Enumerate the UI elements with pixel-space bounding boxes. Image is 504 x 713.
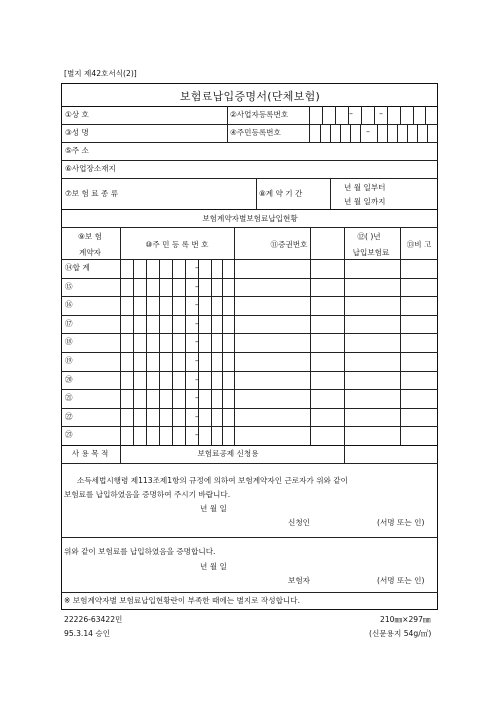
certify-text: 위와 같이 보험료를 납입하였음을 증명합니다. — [64, 547, 216, 556]
row-number-label: ㉑ — [65, 393, 73, 402]
row-divider — [61, 371, 438, 372]
workplace-address-label: ⑥사업장소재지 — [65, 164, 116, 173]
digit-box — [222, 333, 223, 352]
digit-box — [211, 408, 212, 427]
row-divider — [61, 315, 438, 316]
digit-box — [222, 296, 223, 315]
digit-box — [211, 278, 212, 297]
insurer-label: 보험자 — [288, 576, 311, 585]
digit-box — [185, 333, 186, 352]
digit-box — [350, 124, 351, 142]
digit-box — [133, 371, 134, 390]
digit-box — [417, 124, 418, 142]
column-divider — [330, 178, 331, 209]
digit-box — [222, 408, 223, 427]
row-number-label: ㉒ — [65, 412, 73, 421]
digit-box — [211, 296, 212, 315]
row-divider — [61, 178, 438, 179]
row-divider — [61, 389, 438, 390]
resident-dash: – — [195, 430, 199, 439]
digit-box — [377, 124, 378, 142]
business-reg-no-label: ②사업자등록번호 — [230, 110, 289, 119]
period-to: 년 월 일까지 — [344, 197, 386, 206]
purpose-label: 사 용 목 적 — [71, 449, 109, 458]
digit-box — [374, 106, 375, 124]
row-divider — [61, 445, 438, 446]
digit-box — [159, 296, 160, 315]
digit-box — [222, 371, 223, 390]
insurance-type-label: ⑦보 험 료 종 류 — [65, 189, 119, 198]
row-divider — [61, 209, 438, 210]
resident-dash: – — [195, 412, 199, 421]
insured-header: 계약자 — [78, 248, 102, 257]
reg-dash: – — [349, 109, 353, 118]
request-text: 보험료를 납입하였음을 증명하여 주시기 바랍니다. — [64, 490, 231, 499]
digit-box — [133, 333, 134, 352]
certify-date: 년 월 일 — [200, 562, 227, 571]
resident-dash: – — [195, 393, 199, 402]
resident-reg-no-label: ④주민등록번호 — [230, 128, 281, 137]
paper-type: (신문용지 54g/㎡) — [369, 629, 432, 638]
applicant-label: 신청인 — [288, 518, 311, 527]
row-divider — [61, 227, 438, 228]
column-divider — [309, 106, 310, 142]
digit-box — [146, 389, 147, 408]
contract-period-label: ⑧계 약 기 간 — [259, 189, 303, 198]
row-number-label: ⑭합 계 — [65, 263, 90, 272]
digit-box — [133, 296, 134, 315]
digit-box — [172, 389, 173, 408]
digit-box — [146, 259, 147, 278]
row-divider — [61, 278, 438, 279]
digit-box — [211, 333, 212, 352]
digit-box — [146, 333, 147, 352]
remarks-header: ⑬비 고 — [406, 240, 432, 249]
section-title: 보험계약자별보험료납입현황 — [202, 214, 298, 223]
digit-box — [185, 296, 186, 315]
digit-box — [211, 315, 212, 334]
digit-box — [172, 426, 173, 445]
name-label: ③성 명 — [65, 128, 89, 137]
row-number-label: ⑳ — [65, 375, 73, 384]
digit-box — [172, 296, 173, 315]
resident-dash: – — [195, 319, 199, 328]
row-divider — [61, 463, 438, 464]
insured-header: ⑨보 험 — [78, 232, 102, 241]
digit-box — [222, 426, 223, 445]
digit-box — [172, 259, 173, 278]
digit-box — [185, 352, 186, 371]
column-divider — [256, 178, 257, 209]
row-divider — [61, 352, 438, 353]
digit-box — [146, 352, 147, 371]
column-divider — [120, 445, 121, 463]
policy-no-header: ⑪증권번호 — [270, 240, 308, 249]
digit-box — [133, 408, 134, 427]
resident-dash: – — [195, 356, 199, 365]
digit-box — [146, 371, 147, 390]
row-number-label: ⑱ — [65, 337, 73, 346]
paper-size: 210㎜×297㎜ — [380, 615, 431, 624]
row-number-label: ⑮ — [65, 282, 73, 291]
digit-box — [320, 124, 321, 142]
digit-box — [159, 371, 160, 390]
digit-box — [185, 408, 186, 427]
digit-box — [211, 371, 212, 390]
row-number-label: ⑲ — [65, 356, 73, 365]
row-divider — [61, 592, 438, 593]
form-code: 22226-63422민 — [64, 615, 123, 624]
digit-box — [133, 389, 134, 408]
address-label: ⑤주 소 — [65, 146, 89, 155]
form-title: 보험료납입증명서(단체보험) — [179, 90, 321, 103]
digit-box — [172, 352, 173, 371]
digit-box — [146, 296, 147, 315]
digit-box — [146, 408, 147, 427]
row-divider — [61, 296, 438, 297]
digit-box — [159, 389, 160, 408]
insurer-sign-note: (서명 또는 인) — [377, 576, 425, 585]
reg-dash: – — [379, 109, 383, 118]
paid-premium-header: 납입보험료 — [352, 248, 390, 257]
row-number-label: ⑯ — [65, 300, 73, 309]
digit-box — [427, 124, 428, 142]
form-reference: [별지 제42호서식(2)] — [64, 69, 137, 78]
digit-box — [211, 352, 212, 371]
digit-box — [222, 278, 223, 297]
title-divider — [61, 106, 438, 107]
period-from: 년 월 일부터 — [344, 183, 386, 192]
digit-box — [425, 106, 426, 124]
digit-box — [159, 408, 160, 427]
form-frame — [61, 83, 438, 610]
digit-box — [133, 315, 134, 334]
digit-box — [159, 315, 160, 334]
digit-box — [146, 426, 147, 445]
digit-box — [222, 259, 223, 278]
applicant-sign-note: (서명 또는 인) — [377, 518, 425, 527]
digit-box — [185, 371, 186, 390]
digit-box — [172, 371, 173, 390]
digit-box — [146, 315, 147, 334]
digit-box — [146, 278, 147, 297]
resident-dash: – — [195, 375, 199, 384]
digit-box — [360, 124, 361, 142]
row-divider — [61, 333, 438, 334]
digit-box — [387, 124, 388, 142]
resident-no-header: ⑩주 민 등 록 번 호 — [145, 240, 209, 249]
trade-name-label: ①상 호 — [65, 110, 89, 119]
digit-box — [159, 278, 160, 297]
row-number-label: ㉓ — [65, 430, 73, 439]
digit-box — [133, 352, 134, 371]
resident-dash: – — [366, 127, 370, 136]
digit-box — [172, 408, 173, 427]
request-date: 년 월 일 — [200, 504, 227, 513]
digit-box — [159, 259, 160, 278]
row-divider — [61, 124, 438, 125]
row-divider — [61, 426, 438, 427]
digit-box — [222, 315, 223, 334]
digit-box — [159, 333, 160, 352]
approval-date: 95.3.14 승인 — [64, 629, 111, 638]
row-divider — [61, 160, 438, 161]
resident-dash: – — [195, 263, 199, 272]
paid-premium-header: ⑫( )년 — [357, 232, 381, 241]
digit-box — [185, 259, 186, 278]
digit-box — [322, 106, 323, 124]
digit-box — [185, 278, 186, 297]
row-number-label: ⑰ — [65, 319, 73, 328]
digit-box — [133, 426, 134, 445]
row-divider — [61, 537, 438, 538]
row-divider — [61, 259, 438, 260]
digit-box — [222, 352, 223, 371]
digit-box — [172, 333, 173, 352]
digit-box — [330, 124, 331, 142]
digit-box — [172, 278, 173, 297]
digit-box — [387, 106, 388, 124]
digit-box — [159, 426, 160, 445]
digit-box — [407, 124, 408, 142]
digit-box — [185, 426, 186, 445]
digit-box — [133, 278, 134, 297]
digit-box — [340, 124, 341, 142]
row-divider — [61, 142, 438, 143]
digit-box — [172, 315, 173, 334]
digit-box — [211, 259, 212, 278]
digit-box — [133, 259, 134, 278]
resident-dash: – — [195, 337, 199, 346]
purpose-value: 보험료공제 신청용 — [197, 449, 259, 458]
row-divider — [61, 408, 438, 409]
request-text: 소득세법시행령 제113조제1항의 규정에 의하여 보험계약자인 근로자가 위와 같이 — [77, 476, 348, 485]
digit-box — [397, 124, 398, 142]
resident-dash: – — [195, 282, 199, 291]
column-divider — [227, 106, 228, 142]
resident-dash: – — [195, 300, 199, 309]
digit-box — [361, 106, 362, 124]
digit-box — [185, 389, 186, 408]
digit-box — [413, 106, 414, 124]
footnote: ※ 보험계약자별 보험료납입현황란이 부족한 때에는 별지로 작성합니다. — [64, 596, 300, 605]
digit-box — [222, 389, 223, 408]
digit-box — [159, 352, 160, 371]
digit-box — [211, 389, 212, 408]
column-divider — [344, 445, 345, 463]
digit-box — [185, 315, 186, 334]
digit-box — [400, 106, 401, 124]
digit-box — [335, 106, 336, 124]
digit-box — [211, 426, 212, 445]
